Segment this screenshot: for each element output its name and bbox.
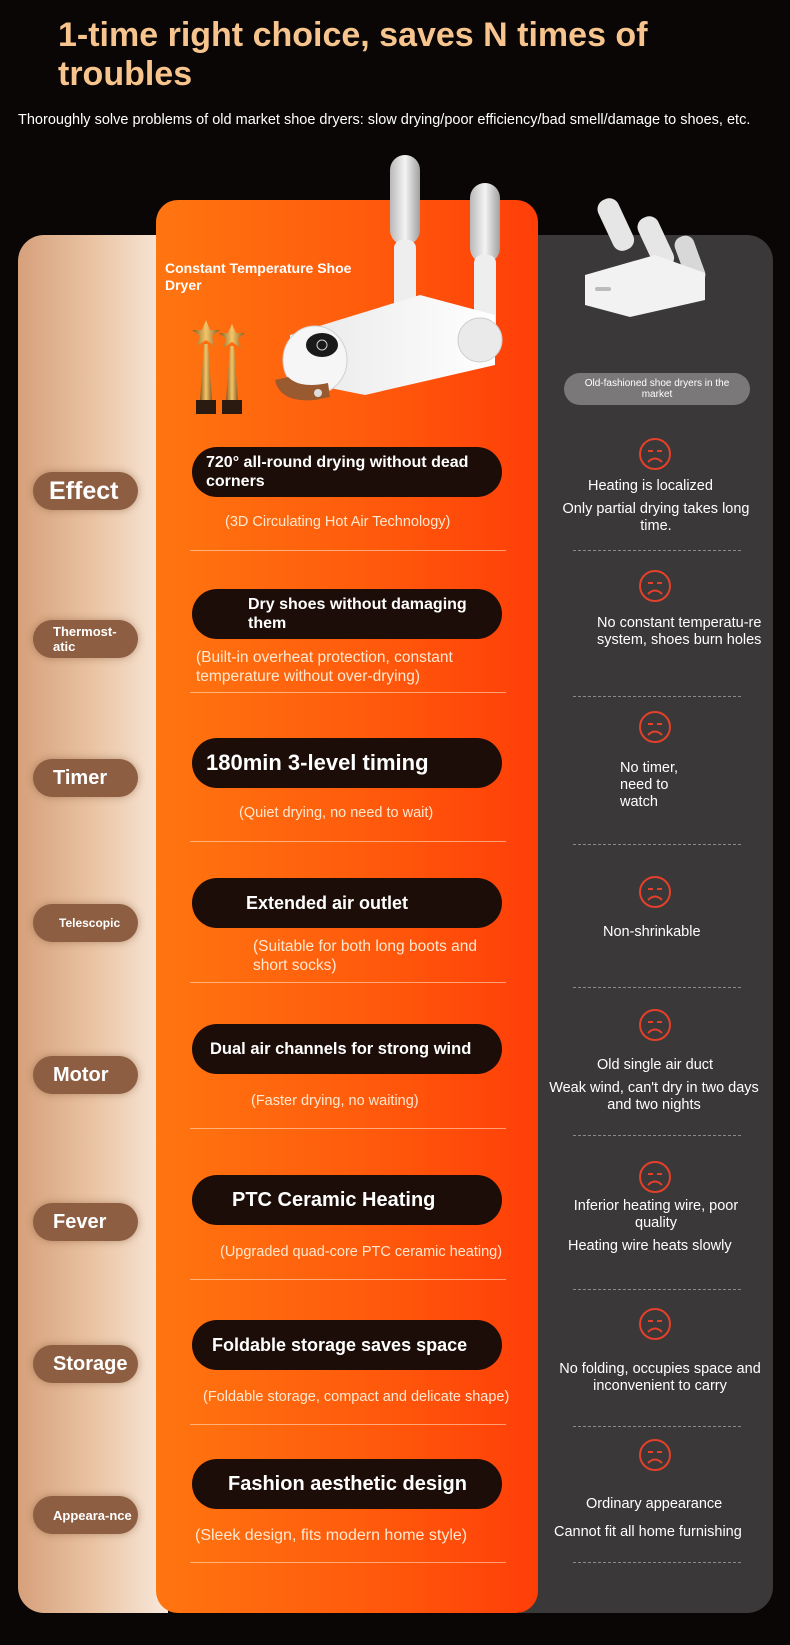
subheadline: Thoroughly solve problems of old market shoe dryers: slow drying/poor efficiency/bad smell/damage to shoes, etc.: [18, 112, 751, 128]
divider: [190, 1562, 506, 1563]
feature-note-telescopic: (Suitable for both long boots and short socks): [253, 938, 478, 974]
sad-face-icon: [638, 1438, 672, 1472]
feature-title-timer: 180min 3-level timing: [192, 738, 502, 788]
old-issue-telescopic: Non-shrinkable: [603, 924, 701, 940]
old-issue-motor-1: Old single air duct: [597, 1057, 714, 1073]
feature-note-motor: (Faster drying, no waiting): [251, 1093, 419, 1109]
feature-tag-timer: Timer: [33, 759, 138, 797]
feature-tag-appearance: Appeara-nce: [33, 1496, 138, 1534]
feature-title-motor: Dual air channels for strong wind: [192, 1024, 502, 1074]
divider: [190, 841, 506, 842]
sad-face-icon: [638, 1008, 672, 1042]
sad-face-icon: [638, 875, 672, 909]
sad-face-icon: [638, 710, 672, 744]
divider: [190, 1424, 506, 1425]
divider: [190, 550, 506, 551]
divider: [573, 1426, 741, 1427]
divider: [190, 1279, 506, 1280]
old-shoe-dryer-image: [585, 195, 725, 325]
divider: [190, 1128, 506, 1129]
old-issue-fever-2: Heating wire heats slowly: [568, 1238, 732, 1254]
old-product-label: Old-fashioned shoe dryers in the market: [564, 373, 750, 405]
feature-note-thermostatic: (Built-in overheat protection, constant temperature without over-drying): [196, 649, 453, 685]
old-issue-effect-2: Only partial drying takes long time.: [562, 501, 750, 534]
feature-tag-thermostatic: Thermost-atic: [33, 620, 138, 658]
product-label: Constant Temperature Shoe Dryer: [165, 260, 352, 293]
feature-title-fever: PTC Ceramic Heating: [192, 1175, 502, 1225]
old-issue-storage: No folding, occupies space and inconvenient to carry: [559, 1361, 761, 1394]
feature-title-thermostatic: Dry shoes without damaging them: [192, 589, 502, 639]
feature-title-appearance: Fashion aesthetic design: [192, 1459, 502, 1509]
headline: 1-time right choice, saves N times of troubles: [58, 16, 648, 93]
divider: [573, 1562, 741, 1563]
old-issue-fever-1: Inferior heating wire, poor quality: [573, 1198, 739, 1231]
feature-tag-fever: Fever: [33, 1203, 138, 1241]
divider: [573, 696, 741, 697]
feature-note-appearance: (Sleek design, fits modern home style): [195, 1527, 468, 1544]
divider: [573, 844, 741, 845]
feature-note-timer: (Quiet drying, no need to wait): [239, 805, 434, 821]
sad-face-icon: [638, 1160, 672, 1194]
trophy-icon: [188, 318, 252, 418]
sad-face-icon: [638, 1307, 672, 1341]
feature-note-storage: (Foldable storage, compact and delicate shape): [203, 1389, 510, 1405]
feature-tag-motor: Motor: [33, 1056, 138, 1094]
feature-tag-effect: Effect: [33, 472, 138, 510]
sad-face-icon: [638, 569, 672, 603]
shoe-dryer-product-image: [270, 155, 520, 435]
feature-note-effect: (3D Circulating Hot Air Technology): [225, 514, 451, 530]
divider: [573, 1289, 741, 1290]
divider: [573, 550, 741, 551]
feature-note-fever: (Upgraded quad-core PTC ceramic heating): [220, 1244, 503, 1260]
divider: [190, 692, 506, 693]
old-issue-appearance-1: Ordinary appearance: [586, 1496, 723, 1512]
divider: [190, 982, 506, 983]
old-issue-effect-1: Heating is localized: [588, 478, 713, 494]
divider: [573, 987, 741, 988]
feature-title-storage: Foldable storage saves space: [192, 1320, 502, 1370]
old-issue-timer: No timer, need to watch: [620, 760, 679, 810]
feature-title-effect: 720° all-round drying without dead corners: [192, 447, 502, 497]
feature-tag-telescopic: Telescopic: [33, 904, 138, 942]
old-issue-thermostatic: No constant temperatu-re system, shoes burn holes: [597, 615, 762, 648]
feature-title-telescopic: Extended air outlet: [192, 878, 502, 928]
old-issue-motor-2: Weak wind, can't dry in two days and two nights: [549, 1080, 759, 1113]
sad-face-icon: [638, 437, 672, 471]
feature-tag-storage: Storage: [33, 1345, 138, 1383]
divider: [573, 1135, 741, 1136]
old-issue-appearance-2: Cannot fit all home furnishing: [554, 1524, 742, 1540]
